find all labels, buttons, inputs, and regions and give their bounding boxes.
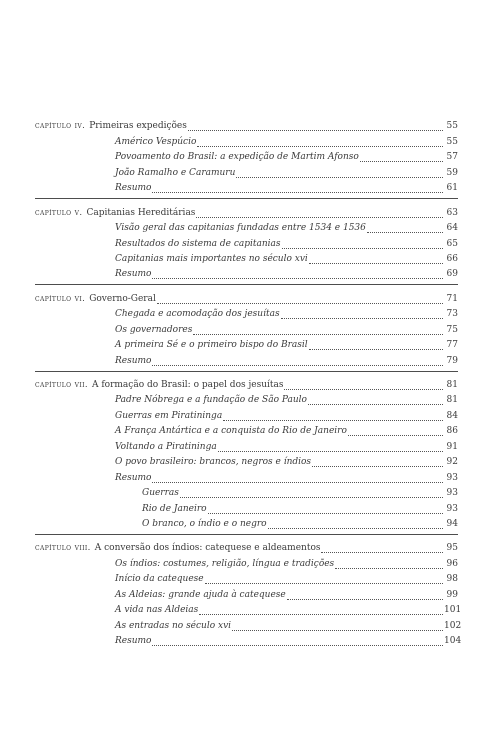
section-title: Resumo xyxy=(115,472,152,483)
page-number: 93 xyxy=(446,488,458,499)
page-number: 93 xyxy=(446,503,458,514)
dot-leader xyxy=(282,248,443,249)
section-title: A França Antártica e a conquista do Rio de Janeiro xyxy=(115,426,347,437)
section-entry xyxy=(35,150,458,165)
section-entry xyxy=(35,393,458,408)
section-entry xyxy=(35,181,458,196)
dot-leader xyxy=(197,146,443,147)
dot-leader xyxy=(199,614,443,615)
section-title: As Aldeias: grande ajuda à catequese xyxy=(115,589,286,600)
dot-leader xyxy=(152,645,443,646)
section-entry xyxy=(35,221,458,236)
section-title: Início da catequese xyxy=(115,574,204,585)
section-entry xyxy=(35,267,458,282)
chapter-entry xyxy=(35,205,458,220)
section-title: Capitanias mais importantes no século xvi xyxy=(115,253,308,264)
page-number: 93 xyxy=(446,472,458,483)
dot-leader xyxy=(268,528,443,529)
dot-leader xyxy=(218,451,443,452)
chapter-entry xyxy=(35,378,458,393)
dot-leader xyxy=(312,466,443,467)
dot-leader xyxy=(284,389,443,390)
section-title: Américo Vespúcio xyxy=(115,136,197,147)
chapter-number: capítulo iv. xyxy=(35,121,86,132)
dot-leader xyxy=(348,435,443,436)
dot-leader xyxy=(223,420,443,421)
page-number: 92 xyxy=(446,457,458,468)
page-number: 79 xyxy=(446,355,458,366)
section-entry xyxy=(35,307,458,322)
chapter-entry xyxy=(35,119,458,134)
page-number: 64 xyxy=(446,223,458,234)
section-title: Resultados do sistema de capitanias xyxy=(115,238,281,249)
dot-leader xyxy=(152,278,443,279)
section-entry xyxy=(35,236,458,251)
page-number: 65 xyxy=(446,238,458,249)
section-entry xyxy=(35,408,458,423)
section-title: O povo brasileiro: brancos, negros e índios xyxy=(115,457,312,468)
section-entry xyxy=(35,455,458,470)
section-entry xyxy=(35,252,458,267)
section-entry xyxy=(35,603,462,618)
section-entry xyxy=(35,338,458,353)
dot-leader xyxy=(196,217,443,218)
chapter-title: Capitanias Hereditárias xyxy=(86,207,196,218)
chapter-title: A formação do Brasil: o papel dos jesuítas xyxy=(91,380,284,390)
dot-leader xyxy=(205,583,443,584)
page-number: 66 xyxy=(446,253,458,264)
page-number: 99 xyxy=(446,589,458,600)
page-number: 101 xyxy=(444,605,462,616)
page-number: 91 xyxy=(446,441,458,452)
chapter-number: capítulo viii. xyxy=(35,543,91,554)
section-entry xyxy=(35,165,458,180)
section-title: Resumo xyxy=(115,269,152,280)
page-number: 61 xyxy=(446,183,458,194)
dot-leader xyxy=(152,192,443,193)
page-number: 81 xyxy=(446,395,458,406)
page-number: 73 xyxy=(446,309,458,320)
section-title: Guerras em Piratininga xyxy=(115,410,223,421)
chapter-title: A conversão dos índios: catequese e aldeamentos xyxy=(94,543,321,554)
table-of-contents xyxy=(35,119,462,649)
page-number: 63 xyxy=(446,207,458,218)
page-number: 98 xyxy=(446,574,458,585)
page-number: 59 xyxy=(446,167,458,178)
dot-leader xyxy=(152,482,443,483)
page-number: 104 xyxy=(444,636,462,646)
section-entry xyxy=(35,439,458,454)
chapter-divider xyxy=(35,284,458,285)
chapter-entry xyxy=(35,541,458,556)
section-entry xyxy=(35,572,458,587)
subsection-entry xyxy=(35,486,458,501)
subsection-entry xyxy=(35,517,458,532)
chapter-title: Primeiras expedições xyxy=(89,121,187,132)
section-title: Chegada e acomodação dos jesuítas xyxy=(115,309,280,320)
dot-leader xyxy=(367,232,443,233)
chapter-title: Governo-Geral xyxy=(89,293,156,304)
section-title: Resumo xyxy=(115,355,152,366)
section-title: Os governadores xyxy=(115,324,193,335)
chapter-number: capítulo v. xyxy=(35,207,83,218)
section-title: Resumo xyxy=(115,636,152,646)
chapter-divider xyxy=(35,371,458,372)
page-number: 102 xyxy=(444,620,462,631)
dot-leader xyxy=(309,263,443,264)
chapter-number: capítulo vii. xyxy=(35,380,88,390)
dot-leader xyxy=(287,599,443,600)
section-entry xyxy=(35,470,458,485)
section-title: João Ramalho e Caramuru xyxy=(115,167,236,178)
section-entry xyxy=(35,353,458,368)
section-entry xyxy=(35,634,462,649)
section-title: A vida nas Aldeias xyxy=(115,605,199,616)
page-number: 84 xyxy=(446,410,458,421)
section-title: Padre Nóbrega e a fundação de São Paulo xyxy=(115,395,307,406)
dot-leader xyxy=(152,365,443,366)
dot-leader xyxy=(281,318,443,319)
section-title: Guerras xyxy=(142,488,179,499)
chapter-divider xyxy=(35,534,458,535)
section-title: Rio de Janeiro xyxy=(142,503,207,514)
section-entry xyxy=(35,556,458,571)
chapter-number: capítulo vi. xyxy=(35,293,86,304)
dot-leader xyxy=(236,177,443,178)
section-title: Voltando a Piratininga xyxy=(115,441,217,452)
dot-leader xyxy=(188,130,443,131)
page-number: 71 xyxy=(446,293,458,304)
section-entry xyxy=(35,424,458,439)
page-number: 77 xyxy=(446,340,458,351)
section-entry xyxy=(35,322,458,337)
dot-leader xyxy=(321,552,443,553)
page-number: 75 xyxy=(446,324,458,335)
dot-leader xyxy=(309,349,443,350)
dot-leader xyxy=(335,568,443,569)
page-number: 86 xyxy=(446,426,458,437)
section-title: A primeira Sé e o primeiro bispo do Brasil xyxy=(115,340,308,351)
dot-leader xyxy=(232,630,443,631)
chapter-divider xyxy=(35,198,458,199)
dot-leader xyxy=(180,497,443,498)
section-title: Resumo xyxy=(115,183,152,194)
section-title: As entradas no século xvi xyxy=(115,620,232,631)
page-number: 94 xyxy=(446,518,458,529)
section-entry xyxy=(35,587,458,602)
subsection-entry xyxy=(35,501,458,516)
section-title: Visão geral das capitanias fundadas entre 1534 e 1536 xyxy=(115,223,366,234)
page-number: 69 xyxy=(446,269,458,280)
page-number: 96 xyxy=(446,558,458,569)
section-title: Povoamento do Brasil: a expedição de Martim Afonso xyxy=(115,152,359,163)
dot-leader xyxy=(360,161,443,162)
dot-leader xyxy=(157,303,443,304)
chapter-entry xyxy=(35,291,458,306)
section-title: Os índios: costumes, religião, língua e tradições xyxy=(115,558,335,569)
section-entry xyxy=(35,134,458,149)
section-title: O branco, o índio e o negro xyxy=(142,518,267,529)
page-number: 57 xyxy=(446,152,458,163)
page-number: 95 xyxy=(446,543,458,554)
section-entry xyxy=(35,618,462,633)
page-number: 55 xyxy=(446,121,458,132)
dot-leader xyxy=(308,404,443,405)
page-number: 55 xyxy=(446,136,458,147)
dot-leader xyxy=(193,334,443,335)
page-number: 81 xyxy=(446,380,458,390)
dot-leader xyxy=(208,513,443,514)
